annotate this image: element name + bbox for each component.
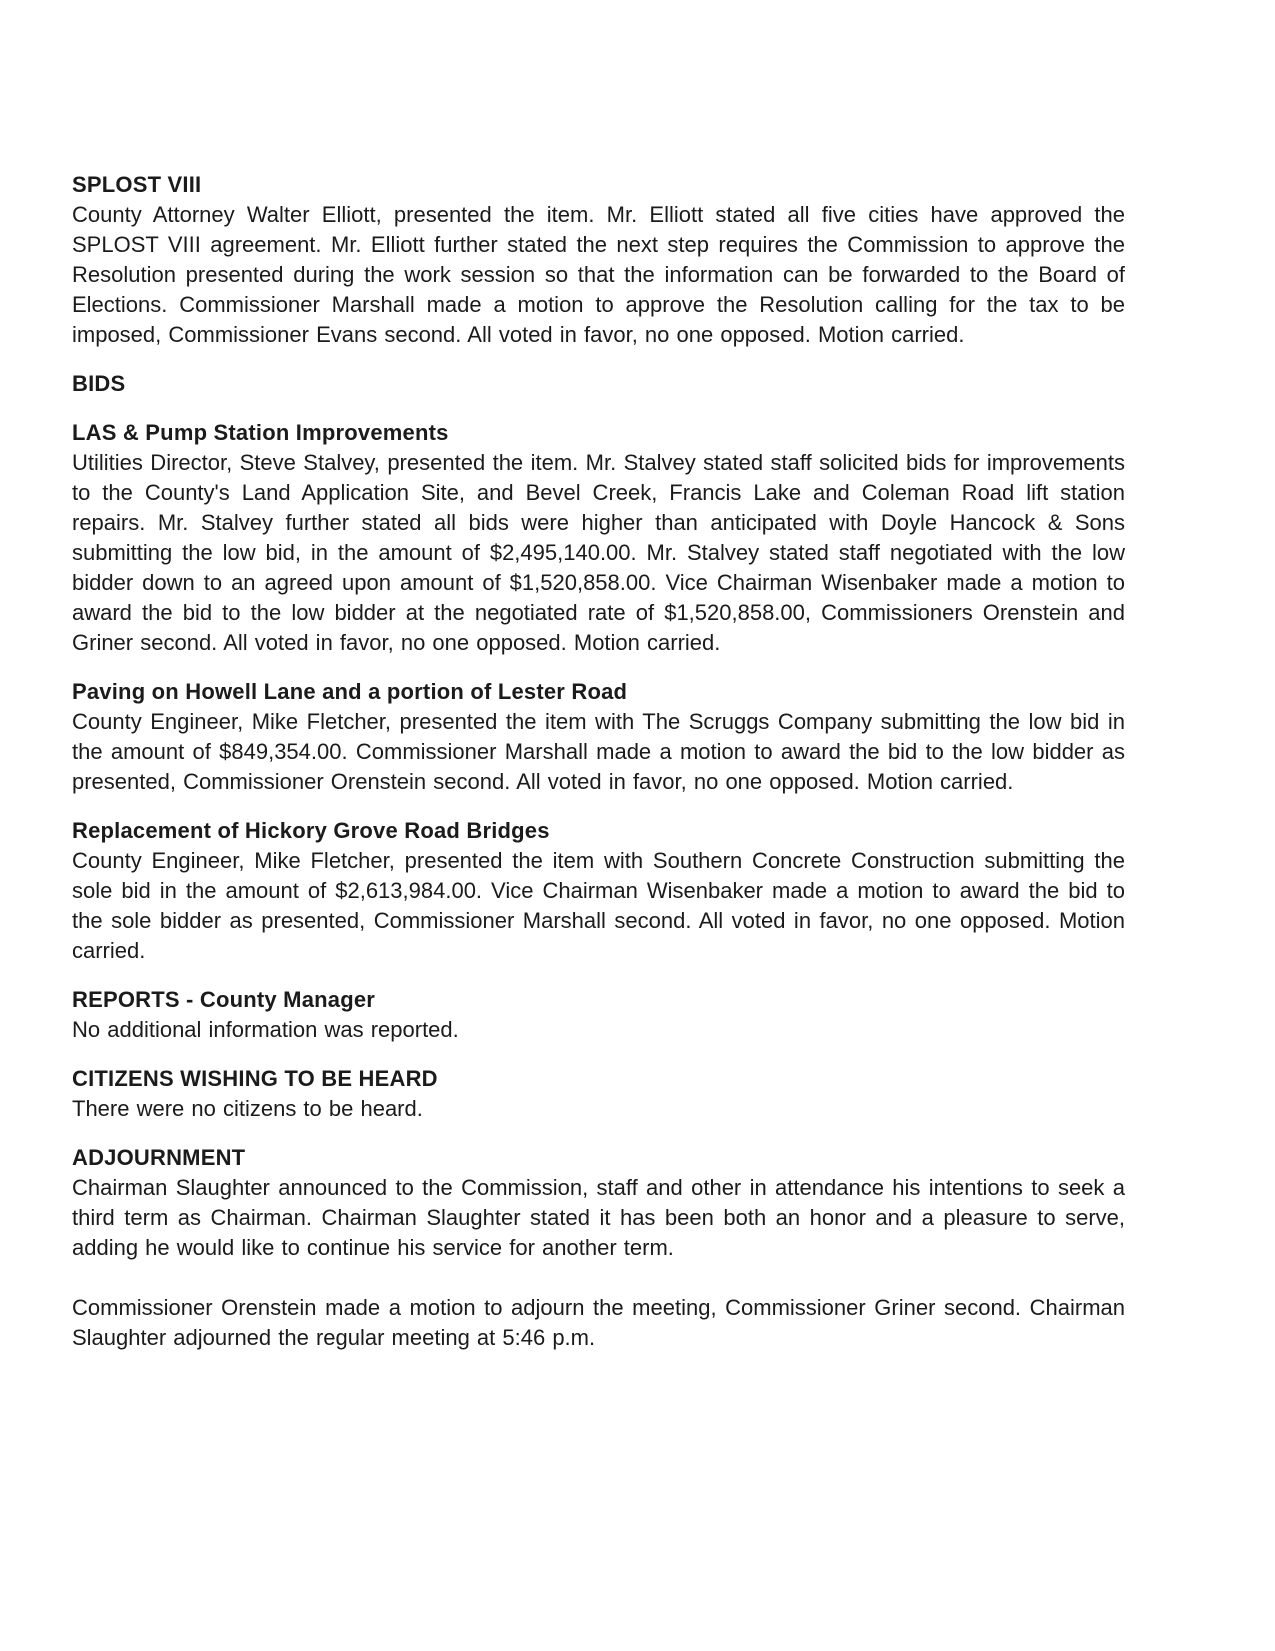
section-hickory-grove-bridges [72,816,1125,966]
section-heading-reports-county-manager: REPORTS - County Manager [72,987,376,1012]
section-citizens-to-be-heard [72,1064,1125,1124]
paragraph: No additional information was reported. [72,1017,459,1042]
section-paving-howell-lane [72,677,1125,797]
paragraph: Chairman Slaughter announced to the Commission, staff and other in attendance his intentions to seek a third term as Chairman. Chairman Slaughter stated it has been both an honor and a pleasure to serve, adding he would like to continue his service for another term. [72,1175,1125,1260]
section-heading-las-pump-station: LAS & Pump Station Improvements [72,420,449,445]
section-bids [72,369,1125,399]
section-heading-adjournment: ADJOURNMENT [72,1145,246,1170]
section-heading-paving-howell-lane: Paving on Howell Lane and a portion of Lester Road [72,679,628,704]
section-heading-splost-viii: SPLOST VIII [72,172,202,197]
section-adjournment [72,1143,1125,1353]
paragraph: Commissioner Orenstein made a motion to adjourn the meeting, Commissioner Griner second. Chairman Slaughter adjourned the regular meeting at 5:46 p.m. [72,1295,1125,1350]
paragraph: County Attorney Walter Elliott, presented the item. Mr. Elliott stated all five cities have approved the SPLOST VIII agreement. Mr. Elliott further stated the next step requires the Commission to approve the Resolution presented during the work session so that the information can be forwarded to the Board of Elections. Commissioner Marshall made a motion to approve the Resolution calling for the tax to be imposed, Commissioner Evans second. All voted in favor, no one opposed. Motion carried. [72,202,1125,347]
section-reports-county-manager [72,985,1125,1045]
section-heading-citizens-to-be-heard: CITIZENS WISHING TO BE HEARD [72,1066,438,1091]
section-heading-hickory-grove-bridges: Replacement of Hickory Grove Road Bridges [72,818,550,843]
paragraph: Utilities Director, Steve Stalvey, presented the item. Mr. Stalvey stated staff solicited bids for improvements to the County's Land Application Site, and Bevel Creek, Francis Lake and Coleman Road lift station repairs. Mr. Stalvey further stated all bids were higher than anticipated with Doyle Hancock & Sons submitting the low bid, in the amount of $2,495,140.00. Mr. Stalvey stated staff negotiated with the low bidder down to an agreed upon amount of $1,520,858.00. Vice Chairman Wisenbaker made a motion to award the bid to the low bidder at the negotiated rate of $1,520,858.00, Commissioners Orenstein and Griner second. All voted in favor, no one opposed. Motion carried. [72,450,1125,655]
paragraph: There were no citizens to be heard. [72,1096,423,1121]
section-heading-bids: BIDS [72,371,126,396]
section-las-pump-station [72,418,1125,658]
paragraph: County Engineer, Mike Fletcher, presented the item with The Scruggs Company submitting the low bid in the amount of $849,354.00. Commissioner Marshall made a motion to award the bid to the low bidder as presented, Commissioner Orenstein second. All voted in favor, no one opposed. Motion carried. [72,709,1125,794]
paragraph: County Engineer, Mike Fletcher, presented the item with Southern Concrete Construction submitting the sole bid in the amount of $2,613,984.00. Vice Chairman Wisenbaker made a motion to award the bid to the sole bidder as presented, Commissioner Marshall second. All voted in favor, no one opposed. Motion carried. [72,848,1125,963]
section-splost-viii [72,170,1125,350]
